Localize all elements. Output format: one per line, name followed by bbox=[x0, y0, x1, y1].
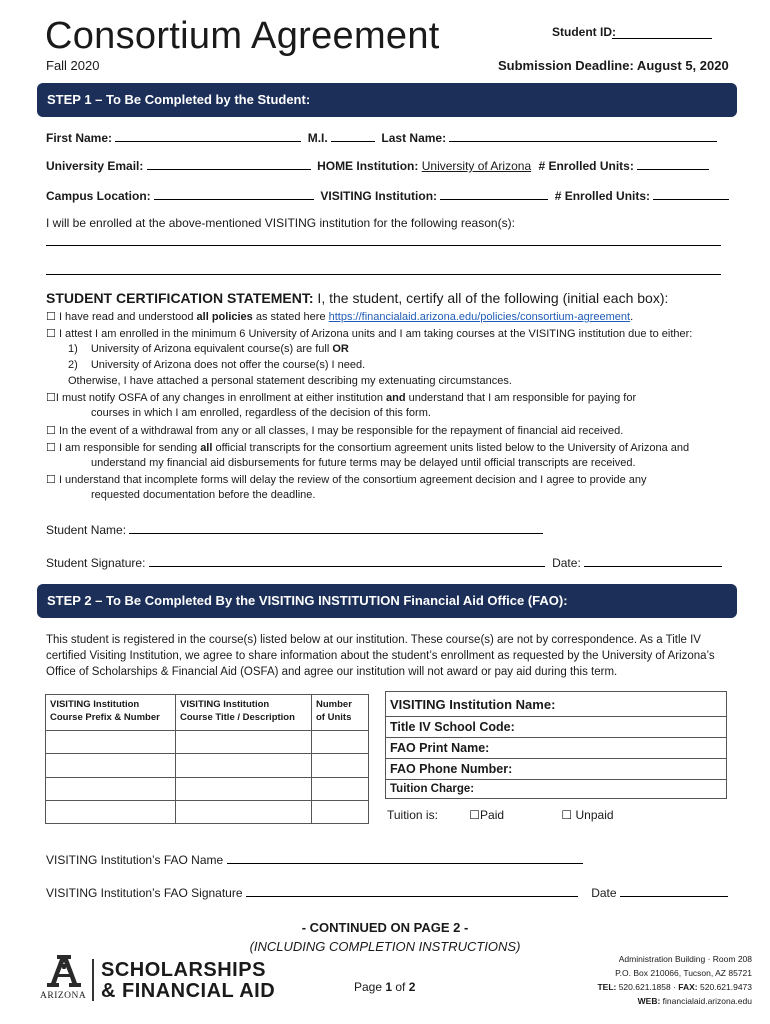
home-institution-label: HOME Institution: bbox=[317, 159, 419, 173]
address-line-2: P.O. Box 210066, Tucson, AZ 85721 bbox=[615, 968, 752, 978]
fax-value: 520.621.9473 bbox=[697, 982, 752, 992]
cert-item-1-end: . bbox=[630, 311, 634, 323]
submission-deadline: Submission Deadline: August 5, 2020 bbox=[498, 58, 729, 73]
last-name-field[interactable] bbox=[449, 130, 717, 142]
fax-label: FAX: bbox=[678, 982, 698, 992]
fao-tuition-charge[interactable]: Tuition Charge: bbox=[386, 780, 727, 799]
cert-item-2-text: I attest I am enrolled in the minimum 6 University of Arizona units and I am taking courses at the VISITING institution due to either: bbox=[58, 328, 693, 340]
cert-item-1 bbox=[46, 310, 633, 323]
page-prefix: Page bbox=[354, 980, 386, 994]
fao-print-name[interactable]: FAO Print Name: bbox=[386, 738, 727, 759]
arizona-wordmark: ARIZONA bbox=[40, 991, 87, 1001]
sub1-text: University of Arizona equivalent course(s) are full bbox=[90, 343, 333, 355]
sub-number: 2) bbox=[68, 359, 78, 371]
continued-note: - CONTINUED ON PAGE 2 - bbox=[301, 920, 469, 935]
instructions-note: (INCLUDING COMPLETION INSTRUCTIONS) bbox=[249, 939, 521, 954]
student-id-field[interactable] bbox=[612, 38, 712, 39]
contact-web bbox=[597, 994, 752, 1008]
table-row[interactable] bbox=[46, 754, 369, 778]
logo-line-2: & FINANCIAL AID bbox=[101, 980, 276, 1002]
certification-title bbox=[46, 290, 668, 306]
visiting-institution-field[interactable] bbox=[440, 188, 548, 200]
checkbox-icon[interactable]: ☐ bbox=[46, 328, 56, 340]
table-cell[interactable] bbox=[46, 801, 176, 824]
fao-school-code[interactable]: Title IV School Code: bbox=[386, 717, 727, 738]
cert-item-2 bbox=[46, 327, 692, 340]
courses-table bbox=[45, 694, 369, 824]
visiting-enrolled-units-label: # Enrolled Units: bbox=[554, 189, 651, 203]
certification-title-rest: I, the student, certify all of the following (initial each box): bbox=[313, 290, 669, 306]
page-total: 2 bbox=[408, 980, 416, 994]
fao-date-field[interactable] bbox=[620, 885, 728, 897]
cert-item-3 bbox=[46, 391, 636, 404]
table-cell[interactable] bbox=[176, 778, 312, 801]
tel-label: TEL: bbox=[597, 982, 617, 992]
step2-paragraph: This student is registered in the course(s) listed below at our institution. These course(s) are not by correspondence. As a Title IV certified Visiting Institution, we agree to share information about the student’s enrollment as requested by the University of Arizona’s Office of Scholarships & Financial Aid (OSFA) and agree our institution will not award or pay aid during this term. bbox=[46, 634, 715, 678]
form-title: Consortium Agreement bbox=[45, 15, 440, 57]
student-name-row bbox=[46, 522, 543, 537]
mi-label: M.I. bbox=[307, 131, 328, 145]
cert-item-2-sub1 bbox=[68, 343, 349, 355]
fao-date-label: Date bbox=[591, 886, 617, 900]
header-line: Number bbox=[316, 699, 352, 710]
step1-heading: STEP 1 – To Be Completed by the Student: bbox=[47, 92, 311, 107]
visiting-institution-label: VISITING Institution: bbox=[320, 189, 438, 203]
logo-divider bbox=[92, 959, 94, 1001]
header-course-title bbox=[176, 695, 312, 731]
fao-name-row bbox=[46, 852, 583, 867]
first-name-field[interactable] bbox=[115, 130, 301, 142]
email-row bbox=[46, 158, 709, 173]
arizona-a-icon bbox=[40, 955, 88, 989]
page-of: of bbox=[392, 980, 409, 994]
paid-label: Paid bbox=[480, 808, 505, 822]
checkbox-icon[interactable]: ☐ bbox=[46, 392, 56, 404]
student-date-field[interactable] bbox=[584, 555, 722, 567]
checkbox-icon[interactable]: ☐ bbox=[46, 425, 56, 437]
step1-banner bbox=[37, 83, 737, 117]
checkbox-icon[interactable]: ☐ bbox=[46, 311, 56, 323]
table-cell[interactable] bbox=[312, 731, 369, 754]
table-cell[interactable] bbox=[176, 754, 312, 778]
sub1-or: OR bbox=[332, 343, 349, 355]
cert-item-6-text: I understand that incomplete forms will delay the review of the consortium agreement decision and I agree to provide any bbox=[58, 474, 647, 486]
home-institution-value: University of Arizona bbox=[421, 159, 532, 173]
fao-signature-label: VISITING Institution’s FAO Signature bbox=[46, 886, 243, 900]
header-line: of Units bbox=[316, 712, 352, 723]
student-signature-row bbox=[46, 555, 722, 570]
page-number bbox=[354, 980, 415, 994]
table-cell[interactable] bbox=[46, 778, 176, 801]
step2-heading: STEP 2 – To Be Completed By the VISITING INSTITUTION Financial Aid Office (FAO): bbox=[47, 593, 568, 608]
header-line: VISITING Institution bbox=[180, 699, 270, 710]
first-name-label: First Name: bbox=[46, 131, 113, 145]
step2-banner bbox=[37, 584, 737, 618]
table-cell[interactable] bbox=[312, 801, 369, 824]
cert-item-6-cont: requested documentation before the deadline. bbox=[91, 489, 316, 501]
logo-line-1: SCHOLARSHIPS bbox=[101, 959, 266, 981]
student-signature-field[interactable] bbox=[149, 555, 545, 567]
cert-item-3-bold: and bbox=[386, 392, 406, 404]
reason-line-2[interactable] bbox=[46, 274, 721, 275]
student-date-label: Date: bbox=[552, 556, 581, 570]
sub-number: 1) bbox=[68, 343, 78, 355]
cert-item-2-other: Otherwise, I have attached a personal statement describing my extenuating circumstances. bbox=[68, 375, 512, 387]
table-cell[interactable] bbox=[46, 731, 176, 754]
fao-phone-number[interactable]: FAO Phone Number: bbox=[386, 759, 727, 780]
campus-location-label: Campus Location: bbox=[46, 189, 151, 203]
reason-prompt: I will be enrolled at the above-mentioned VISITING institution for the following reason(s): bbox=[46, 216, 515, 230]
header-units bbox=[312, 695, 369, 731]
student-id-label: Student ID: bbox=[552, 25, 616, 39]
table-header-row bbox=[46, 695, 369, 731]
cert-item-3-text: I must notify OSFA of any changes in enrollment at either institution bbox=[55, 392, 387, 404]
web-value[interactable]: financialaid.arizona.edu bbox=[660, 996, 752, 1006]
office-address bbox=[597, 952, 752, 1008]
tuition-is-label: Tuition is: bbox=[387, 808, 438, 822]
enrolled-units-label: # Enrolled Units: bbox=[538, 159, 634, 173]
arizona-logo bbox=[40, 955, 90, 1005]
fao-signature-field[interactable] bbox=[246, 885, 578, 897]
header-line: Course Title / Description bbox=[180, 712, 295, 723]
reason-line-1[interactable] bbox=[46, 245, 721, 246]
policy-link[interactable]: https://financialaid.arizona.edu/policies/consortium-agreement bbox=[328, 311, 631, 323]
name-row bbox=[46, 130, 717, 145]
paid-checkbox-icon[interactable]: ☐ bbox=[469, 808, 481, 822]
tuition-status-row bbox=[387, 808, 614, 822]
cert-item-1-text: I have read and understood bbox=[58, 311, 197, 323]
sub2-text: University of Arizona does not offer the course(s) I need. bbox=[90, 359, 366, 371]
table-cell[interactable] bbox=[176, 731, 312, 754]
student-name-label: Student Name: bbox=[46, 523, 127, 537]
cert-item-5-bold: all bbox=[200, 442, 213, 454]
web-label: WEB: bbox=[637, 996, 661, 1006]
last-name-label: Last Name: bbox=[381, 131, 447, 145]
campus-row bbox=[46, 188, 729, 203]
cert-item-5 bbox=[46, 441, 689, 454]
cert-item-1-text2: as stated here bbox=[252, 311, 329, 323]
mi-field[interactable] bbox=[331, 130, 375, 142]
table-cell[interactable] bbox=[46, 754, 176, 778]
student-signature-label: Student Signature: bbox=[46, 556, 146, 570]
contact-phone-fax bbox=[597, 980, 752, 994]
student-name-field[interactable] bbox=[129, 522, 543, 534]
campus-location-field[interactable] bbox=[154, 188, 314, 200]
table-row[interactable] bbox=[46, 731, 369, 754]
checkbox-icon[interactable]: ☐ bbox=[46, 474, 56, 486]
cert-item-1-bold: all policies bbox=[196, 311, 253, 323]
cert-item-3-text2: understand that I am responsible for paying for bbox=[405, 392, 637, 404]
fao-name-label: VISITING Institution’s FAO Name bbox=[46, 853, 224, 867]
cert-item-5-text2: official transcripts for the consortium agreement units listed below to the University of Arizona and bbox=[212, 442, 690, 454]
university-email-label: University Email: bbox=[46, 159, 144, 173]
unpaid-checkbox-icon[interactable]: ☐ bbox=[561, 808, 573, 822]
cert-item-5-cont: understand my financial aid disbursements for future terms may be delayed until official transcripts are received. bbox=[91, 457, 636, 469]
checkbox-icon[interactable]: ☐ bbox=[46, 442, 56, 454]
tel-value: 520.621.1858 · bbox=[616, 982, 679, 992]
table-cell[interactable] bbox=[312, 778, 369, 801]
unpaid-label: Unpaid bbox=[575, 808, 614, 822]
table-cell[interactable] bbox=[176, 801, 312, 824]
fao-visiting-name[interactable]: VISITING Institution Name: bbox=[386, 692, 727, 717]
university-email-field[interactable] bbox=[147, 158, 311, 170]
semester: Fall 2020 bbox=[46, 58, 100, 73]
fao-name-field[interactable] bbox=[227, 852, 583, 864]
cert-item-2-sub2 bbox=[68, 359, 365, 371]
cert-item-4 bbox=[46, 424, 623, 437]
header-course-prefix bbox=[46, 695, 176, 731]
visiting-enrolled-units-field[interactable] bbox=[653, 188, 729, 200]
header-line: Course Prefix & Number bbox=[50, 712, 160, 723]
cert-item-4-text: In the event of a withdrawal from any or all classes, I may be responsible for the repayment of financial aid received. bbox=[58, 425, 624, 437]
certification-title-bold: STUDENT CERTIFICATION STATEMENT: bbox=[46, 290, 314, 306]
fao-signature-row bbox=[46, 885, 728, 900]
address-line-1: Administration Building · Room 208 bbox=[618, 954, 752, 964]
fao-info-table bbox=[385, 691, 727, 799]
cert-item-3-cont: courses in which I am enrolled, regardless of the decision of this form. bbox=[91, 407, 431, 419]
table-cell[interactable] bbox=[312, 754, 369, 778]
cert-item-5-text: I am responsible for sending bbox=[58, 442, 201, 454]
header-line: VISITING Institution bbox=[50, 699, 140, 710]
home-enrolled-units-field[interactable] bbox=[637, 158, 709, 170]
table-row[interactable] bbox=[46, 778, 369, 801]
cert-item-6 bbox=[46, 473, 647, 486]
page-current: 1 bbox=[385, 980, 393, 994]
table-row[interactable] bbox=[46, 801, 369, 824]
